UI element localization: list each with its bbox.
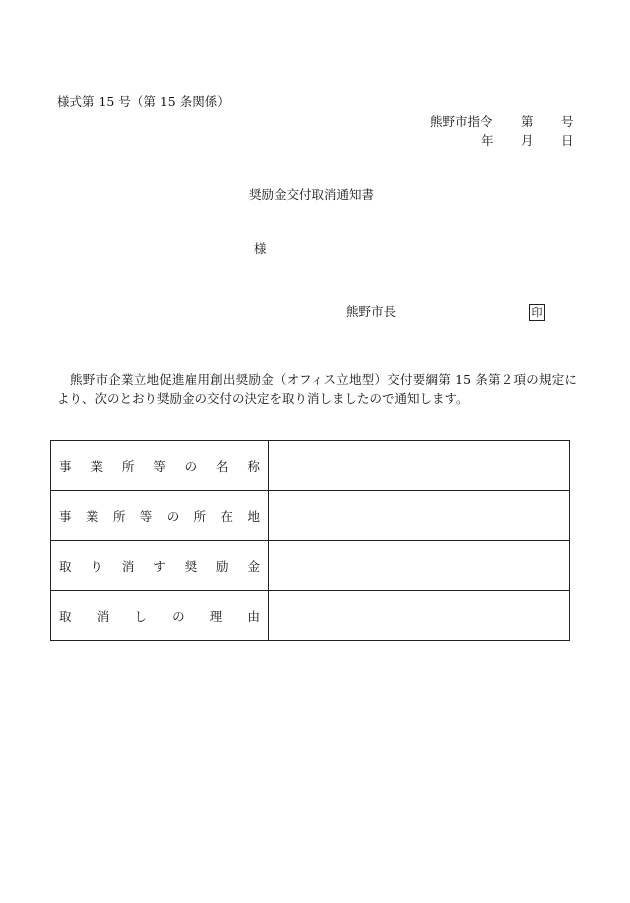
row-label: 事 業 所 等 の 所 在 地 (59, 508, 260, 524)
directive-number-line (430, 116, 574, 130)
row-label-cell (51, 441, 269, 491)
row-value-cell[interactable] (269, 441, 570, 491)
row-label: 取 り 消 す 奨 励 金 (59, 558, 260, 574)
directive-org: 熊野市指令 (430, 114, 493, 129)
row-label-cell (51, 591, 269, 641)
date-month: 月 (521, 133, 534, 148)
row-value-cell[interactable] (269, 591, 570, 641)
row-value-cell[interactable] (269, 491, 570, 541)
issuer-name: 熊野市長 (346, 304, 397, 319)
date-year: 年 (481, 133, 494, 148)
table-row (51, 541, 570, 591)
date-day: 日 (561, 133, 574, 148)
seal-stamp: 印 (529, 304, 545, 321)
info-table (50, 440, 570, 641)
table-row (51, 591, 570, 641)
directive-go: 号 (561, 114, 574, 129)
row-label-cell (51, 541, 269, 591)
row-label: 事 業 所 等 の 名 称 (59, 458, 260, 474)
document-title: 奨励金交付取消通知書 (249, 187, 375, 202)
date-line (481, 135, 574, 149)
body-paragraph: 熊野市企業立地促進雇用創出奨励金（オフィス立地型）交付要綱第 15 条第２項の規定により、次のとおり奨励金の交付の決定を取り消しましたので通知します。 (57, 372, 577, 406)
row-label-cell (51, 491, 269, 541)
directive-dai: 第 (521, 114, 534, 129)
table-row (51, 491, 570, 541)
row-label: 取 消 し の 理 由 (59, 608, 260, 624)
addressee-honorific: 様 (254, 241, 267, 256)
table-row (51, 441, 570, 491)
form-number: 様式第 15 号（第 15 条関係） (57, 94, 230, 109)
row-value-cell[interactable] (269, 541, 570, 591)
